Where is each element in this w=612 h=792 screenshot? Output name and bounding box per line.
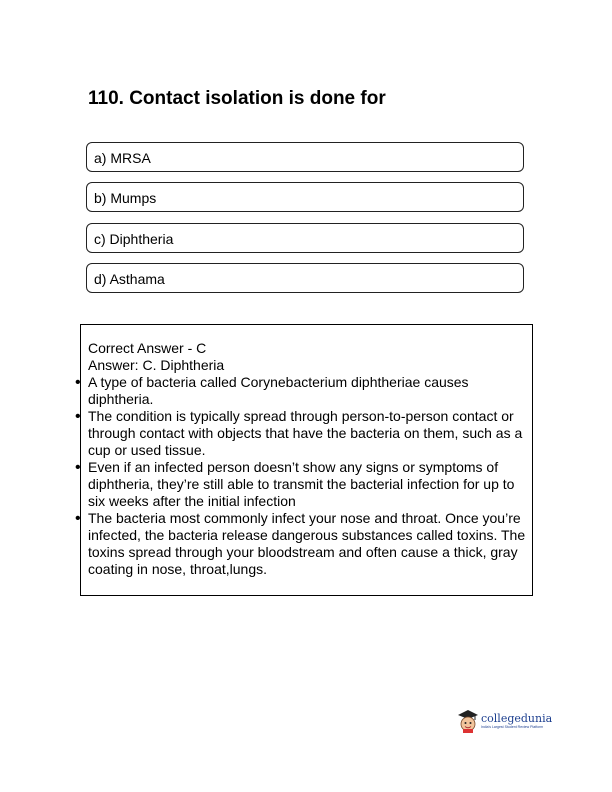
correct-answer-line: Correct Answer - C (88, 340, 207, 356)
question-title: 110. Contact isolation is done for (88, 88, 386, 109)
option-d[interactable]: d) Asthama (86, 263, 524, 293)
logo-wordmark: collegedunia (481, 711, 553, 725)
option-a[interactable]: a) MRSA (86, 142, 524, 172)
option-b[interactable]: b) Mumps (86, 182, 524, 212)
graduate-mascot-icon (457, 709, 479, 733)
collegedunia-logo[interactable] (457, 708, 552, 734)
answer-explanation-box (80, 324, 533, 596)
option-c[interactable]: c) Diphtheria (86, 223, 524, 253)
explanation-item: • The condition is typically spread through person-to-person contact or through contact with objects that have the bacteria on them, such as a cup or used tissue. (88, 408, 526, 459)
explanation-list (88, 374, 526, 578)
answer-line: Answer: C. Diphtheria (88, 357, 225, 373)
explanation-item: • A type of bacteria called Corynebacterium diphtheriae causes diphtheria. (88, 374, 526, 408)
explanation-item: • Even if an infected person doesn’t show any signs or symptoms of diphtheria, they’re still able to transmit the bacterial infection for up to six weeks after the initial infection (88, 459, 526, 510)
explanation-item: • The bacteria most commonly infect your nose and throat. Once you’re infected, the bacteria release dangerous substances called toxins. The toxins spread through your bloodstream and often cause a thick, gray coating in nose, throat,lungs. (88, 510, 526, 578)
logo-tagline: India's Largest Student Review Platform (481, 724, 544, 729)
